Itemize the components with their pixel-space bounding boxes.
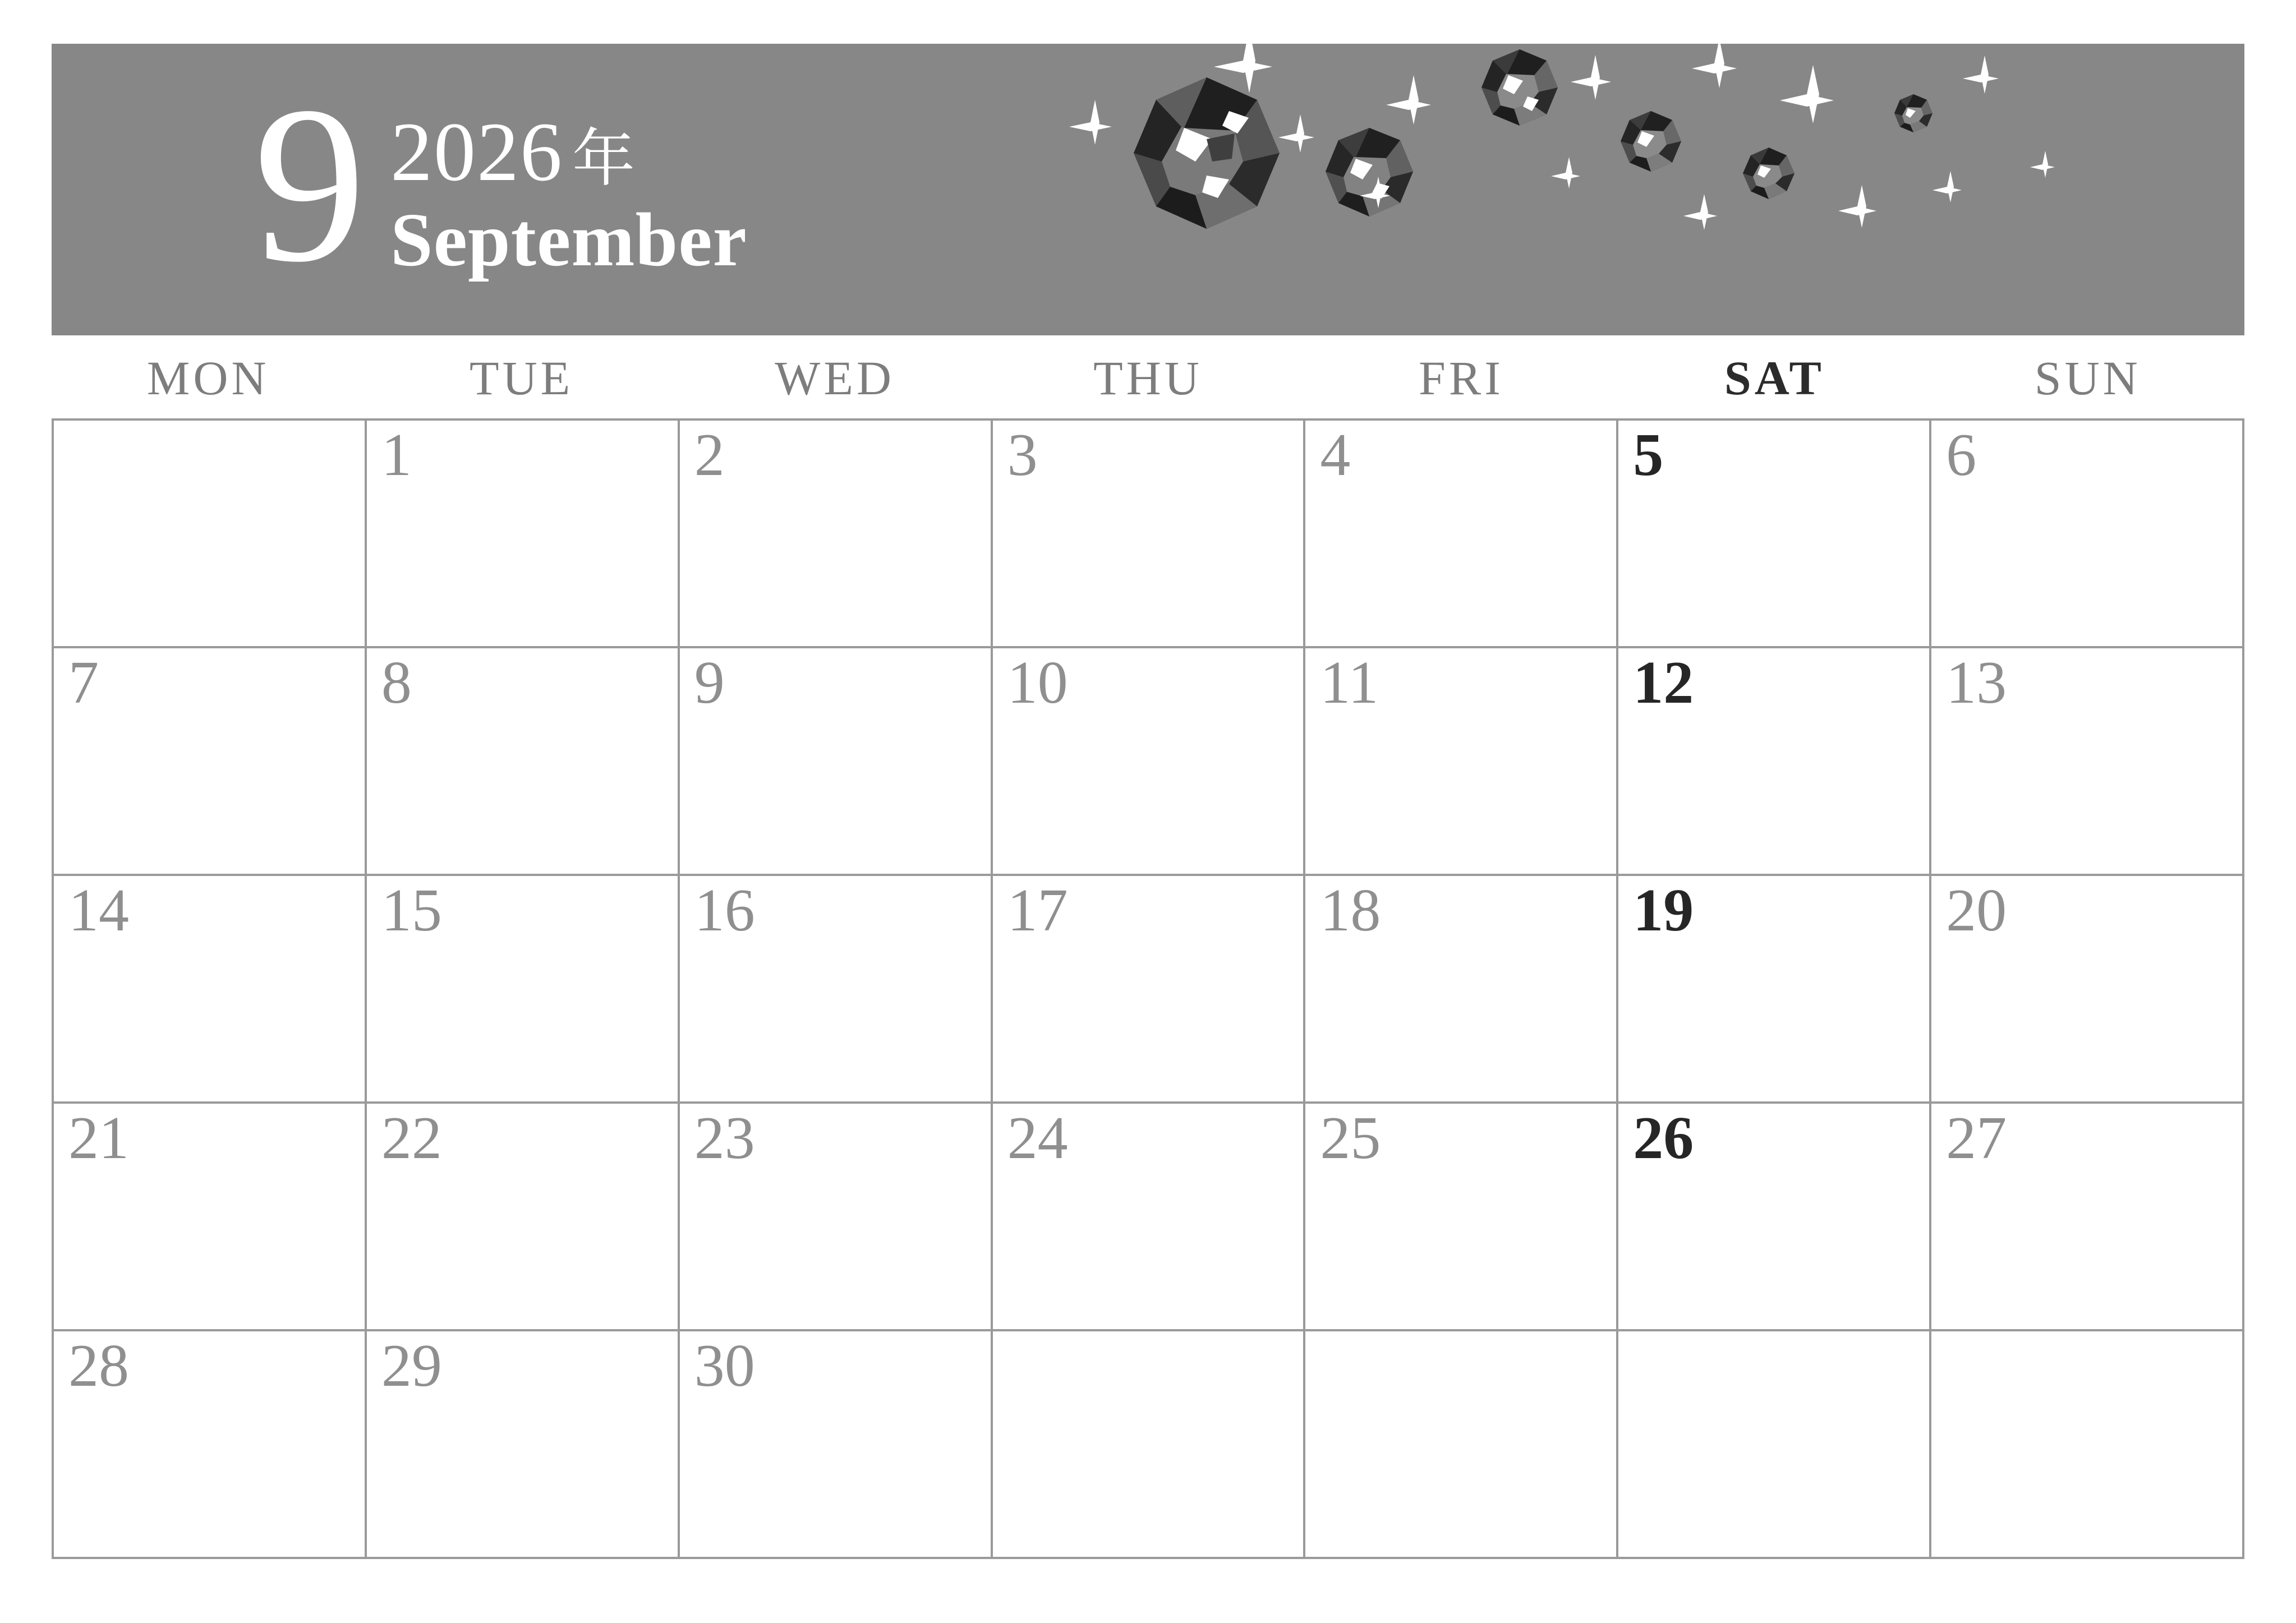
day-number: 24 xyxy=(1007,1105,1068,1172)
day-cell[interactable] xyxy=(54,1104,367,1331)
day-cell[interactable] xyxy=(54,1331,367,1559)
day-cell[interactable] xyxy=(1618,1104,1931,1331)
year-suffix: 年 xyxy=(572,124,636,194)
day-number: 18 xyxy=(1320,877,1381,944)
month-number: 9 xyxy=(254,60,364,308)
weekday-header-row xyxy=(52,350,2244,406)
day-cell[interactable] xyxy=(993,421,1306,648)
day-number: 26 xyxy=(1633,1105,1694,1172)
weekday-thu: THU xyxy=(1093,351,1203,405)
day-number: 25 xyxy=(1320,1105,1381,1172)
day-cell[interactable] xyxy=(1618,876,1931,1104)
day-number: 10 xyxy=(1007,649,1068,716)
day-number: 17 xyxy=(1007,877,1068,944)
day-cell[interactable] xyxy=(1931,421,2244,648)
month-name: September xyxy=(390,197,747,282)
day-cell[interactable] xyxy=(680,648,993,876)
day-number: 11 xyxy=(1320,649,1379,716)
day-cell[interactable] xyxy=(367,421,680,648)
day-cell[interactable] xyxy=(1305,421,1618,648)
day-cell[interactable] xyxy=(1618,648,1931,876)
day-cell[interactable] xyxy=(1305,1331,1618,1559)
day-cell[interactable] xyxy=(993,1104,1306,1331)
day-cell[interactable] xyxy=(680,1331,993,1559)
day-cell[interactable] xyxy=(54,876,367,1104)
calendar-grid xyxy=(52,418,2244,1559)
weekday-mon: MON xyxy=(146,351,270,405)
year-number: 2026 xyxy=(390,105,563,199)
day-cell[interactable] xyxy=(1305,648,1618,876)
day-number: 29 xyxy=(381,1332,442,1399)
day-cell[interactable] xyxy=(54,421,367,648)
day-cell[interactable] xyxy=(367,1104,680,1331)
day-cell[interactable] xyxy=(1618,1331,1931,1559)
day-cell[interactable] xyxy=(367,876,680,1104)
day-number: 14 xyxy=(68,877,129,944)
title-block xyxy=(390,105,747,283)
day-number: 20 xyxy=(1946,877,2007,944)
weekday-tue: TUE xyxy=(470,351,574,405)
day-number: 12 xyxy=(1633,649,1694,716)
day-cell[interactable] xyxy=(993,648,1306,876)
day-cell[interactable] xyxy=(367,1331,680,1559)
day-cell[interactable] xyxy=(367,648,680,876)
weekday-sat: SAT xyxy=(1724,351,1825,405)
weekday-fri: FRI xyxy=(1419,351,1504,405)
header-title-group xyxy=(52,44,747,335)
day-cell[interactable] xyxy=(1618,421,1931,648)
day-cell[interactable] xyxy=(1931,876,2244,1104)
day-number: 5 xyxy=(1633,422,1664,488)
day-cell[interactable] xyxy=(680,1104,993,1331)
year-label xyxy=(390,105,747,199)
day-number: 4 xyxy=(1320,422,1351,488)
day-number: 15 xyxy=(381,877,442,944)
day-number: 19 xyxy=(1633,877,1694,944)
day-cell[interactable] xyxy=(1305,876,1618,1104)
day-cell[interactable] xyxy=(993,876,1306,1104)
day-cell[interactable] xyxy=(1931,648,2244,876)
day-number: 6 xyxy=(1946,422,1977,488)
day-cell[interactable] xyxy=(1305,1104,1618,1331)
day-number: 21 xyxy=(68,1105,129,1172)
day-number: 7 xyxy=(68,649,99,716)
day-number: 13 xyxy=(1946,649,2007,716)
day-number: 27 xyxy=(1946,1105,2007,1172)
day-cell[interactable] xyxy=(54,648,367,876)
day-cell[interactable] xyxy=(680,876,993,1104)
day-number: 22 xyxy=(381,1105,442,1172)
day-cell[interactable] xyxy=(1931,1104,2244,1331)
gem-decoration-icon xyxy=(982,44,2244,335)
day-number: 8 xyxy=(381,649,412,716)
day-number: 28 xyxy=(68,1332,129,1399)
day-number: 2 xyxy=(694,422,725,488)
weekday-wed: WED xyxy=(775,351,895,405)
weekday-sun: SUN xyxy=(2034,351,2141,405)
day-number: 30 xyxy=(694,1332,755,1399)
day-cell[interactable] xyxy=(1931,1331,2244,1559)
day-number: 1 xyxy=(381,422,412,488)
day-cell[interactable] xyxy=(993,1331,1306,1559)
day-number: 16 xyxy=(694,877,755,944)
day-cell[interactable] xyxy=(680,421,993,648)
calendar-header xyxy=(52,44,2244,335)
day-number: 3 xyxy=(1007,422,1038,488)
day-number: 23 xyxy=(694,1105,755,1172)
day-number: 9 xyxy=(694,649,725,716)
